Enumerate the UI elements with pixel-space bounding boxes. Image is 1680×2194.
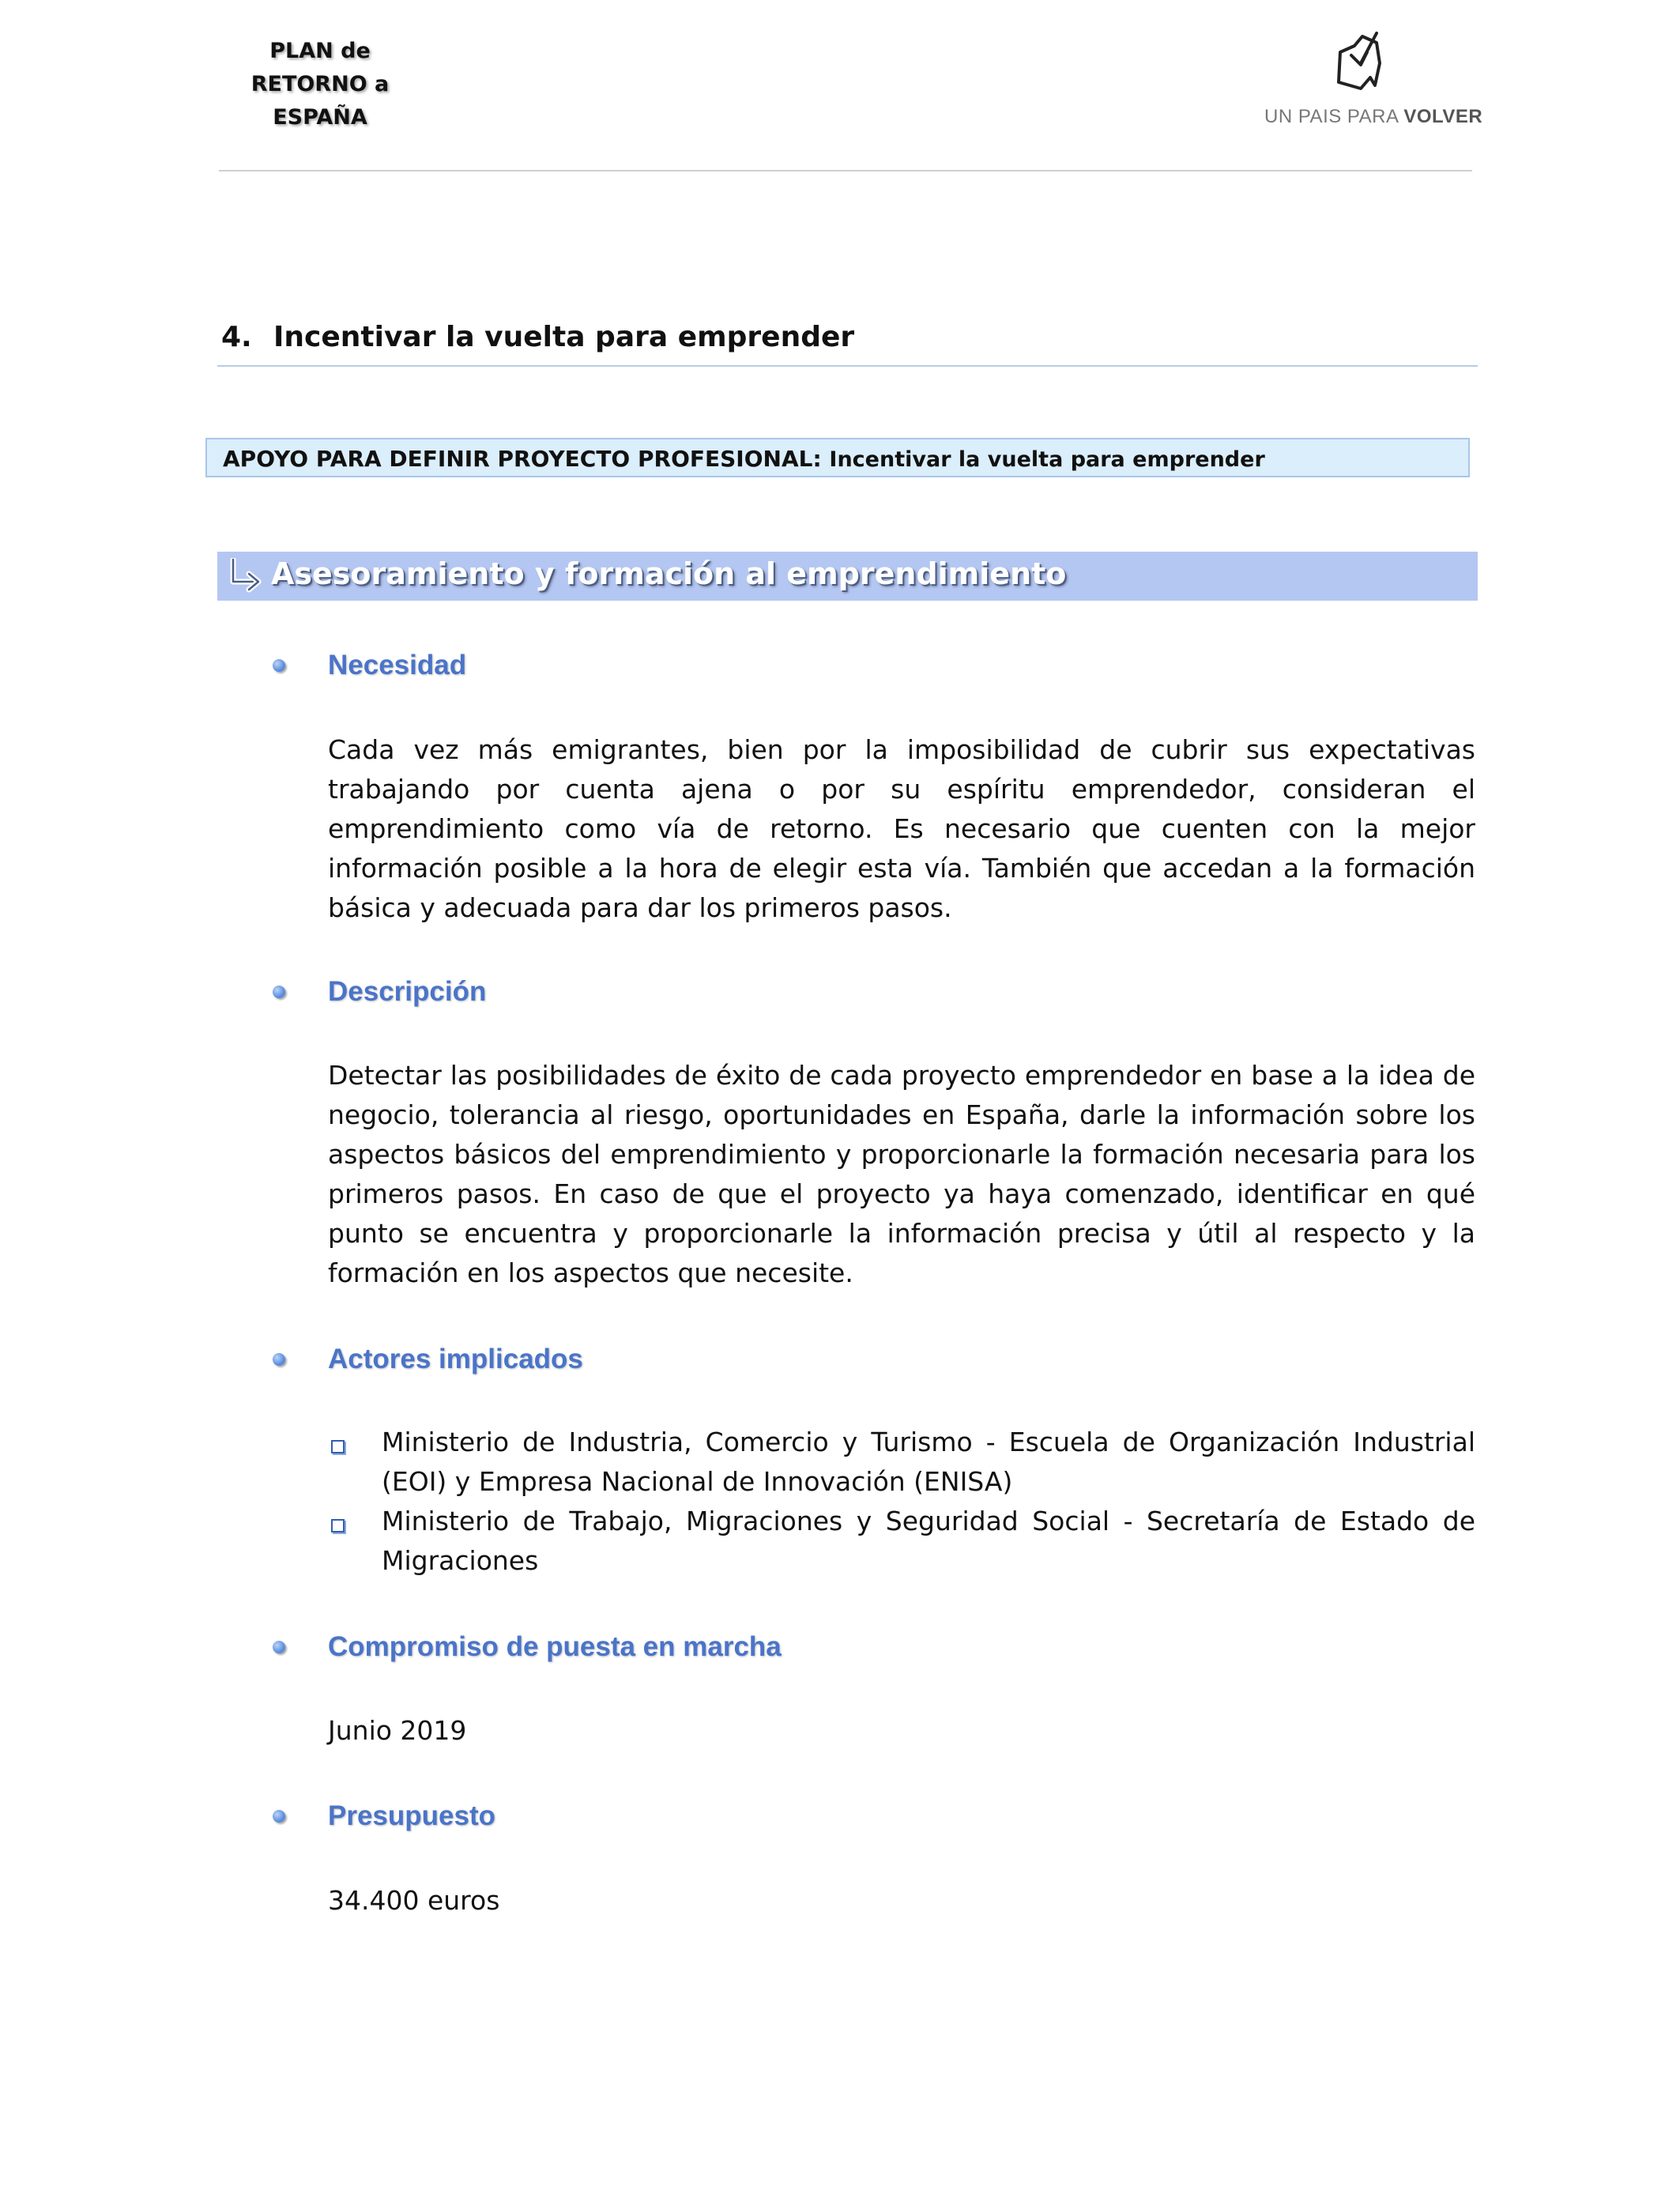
section-title-text: Incentivar la vuelta para emprender bbox=[273, 321, 855, 353]
support-box-label: APOYO PARA DEFINIR PROYECTO PROFESIONAL: bbox=[223, 446, 822, 472]
plan-retorno-logo bbox=[237, 35, 403, 134]
section-number: 4. bbox=[221, 321, 252, 353]
hook-arrow-icon bbox=[227, 558, 265, 594]
header-divider bbox=[219, 170, 1472, 172]
necesidad-text: Cada vez más emigrantes, bien por la imposibilidad de cubrir sus expectativas trabajando por cuenta ajena o por su espíritu emprendedor, consideran el emprendimiento como vía de retorno. Es necesario que cuenten con la mejor información posible a la hora de elegir esta vía. También que accedan a la formación básica y adecuada para dar los primeros pasos. bbox=[328, 734, 1475, 923]
section-title bbox=[221, 321, 854, 353]
presupuesto-text: 34.400 euros bbox=[328, 1885, 500, 1916]
actor-text: Ministerio de Trabajo, Migraciones y Seguridad Social - Secretaría de Estado de Migraciones bbox=[382, 1506, 1475, 1576]
plan-logo-line: ESPAÑA bbox=[273, 105, 367, 130]
descripcion-heading-label: Descripción bbox=[328, 976, 487, 1007]
brand-tagline bbox=[1264, 106, 1483, 128]
plan-logo-line: PLAN de bbox=[269, 39, 371, 63]
brand-prefix: UN PAIS PARA bbox=[1264, 106, 1404, 127]
bullet-icon bbox=[273, 659, 285, 672]
section-title-underline bbox=[217, 365, 1478, 367]
measure-heading-band bbox=[217, 552, 1478, 601]
plan-logo-line: RETORNO a bbox=[250, 72, 390, 96]
bullet-icon bbox=[273, 986, 285, 998]
measure-title: Asesoramiento y formación al emprendimiento bbox=[271, 556, 1067, 591]
brand-emphasis: VOLVER bbox=[1403, 106, 1483, 127]
checkbox-bullet-icon bbox=[331, 1519, 345, 1532]
un-pais-para-volver-logo bbox=[1264, 28, 1483, 139]
compromiso-text: Junio 2019 bbox=[328, 1715, 467, 1746]
bullet-icon bbox=[273, 1641, 285, 1653]
bullet-icon bbox=[273, 1353, 285, 1366]
checkbox-bullet-icon bbox=[331, 1440, 345, 1453]
support-category-box bbox=[205, 438, 1470, 477]
arrow-in-frame-icon bbox=[1329, 28, 1397, 96]
support-box-text: Incentivar la vuelta para emprender bbox=[829, 447, 1265, 472]
actores-heading-label: Actores implicados bbox=[328, 1344, 583, 1374]
compromiso-heading-label: Compromiso de puesta en marcha bbox=[328, 1631, 782, 1662]
necesidad-heading-label: Necesidad bbox=[328, 650, 467, 680]
presupuesto-heading-label: Presupuesto bbox=[328, 1800, 495, 1831]
bullet-icon bbox=[273, 1810, 285, 1823]
actor-text: Ministerio de Industria, Comercio y Turismo - Escuela de Organización Industrial (EOI) y Empresa Nacional de Innovación (ENISA) bbox=[382, 1427, 1475, 1497]
descripcion-text: Detectar las posibilidades de éxito de cada proyecto emprendedor en base a la idea de negocio, tolerancia al riesgo, oportunidades en España, darle la información sobre los aspectos básicos del emprendimiento y proporcionarle la formación necesaria para los primeros pasos. En caso de que el proyecto ya haya comenzado, identificar en qué punto se encuentra y proporcionarle la información precisa y útil al respecto y la formación en los aspectos que necesite. bbox=[328, 1060, 1475, 1288]
